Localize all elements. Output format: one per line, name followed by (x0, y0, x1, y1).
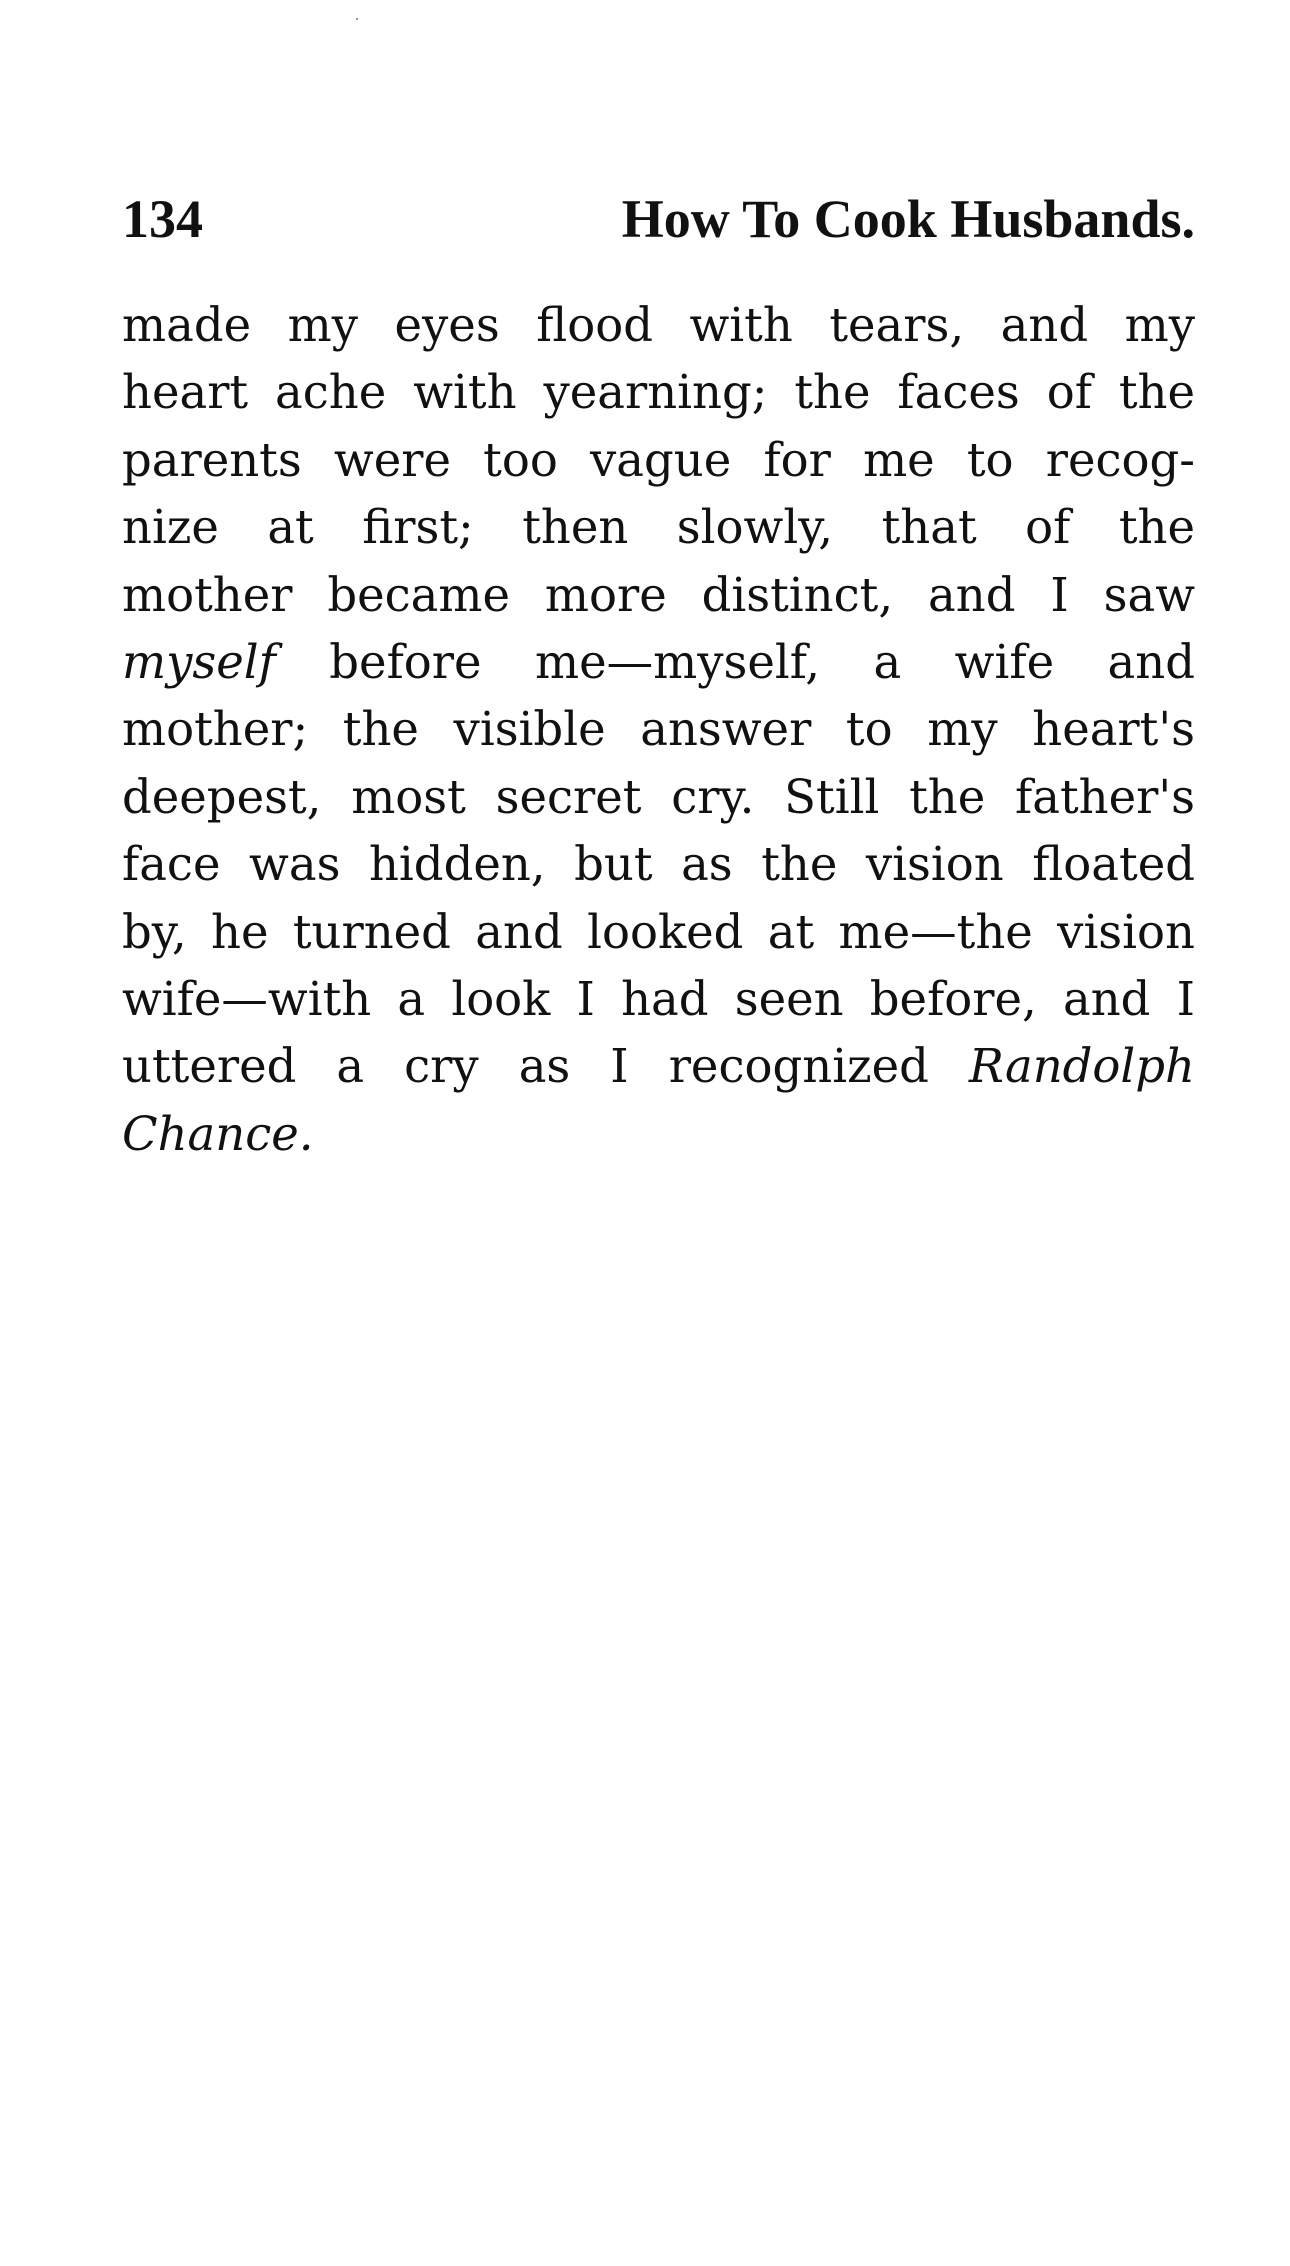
text-line (122, 966, 1195, 1033)
text-line (122, 831, 1195, 898)
italic-text: myself (122, 634, 276, 689)
body-paragraph (122, 292, 1195, 1168)
italic-text: Chance. (122, 1106, 314, 1161)
text-segment: parents were too vague for me to recog- (122, 432, 1195, 487)
text-line (122, 764, 1195, 831)
italic-text: Randolph (968, 1039, 1195, 1094)
text-segment: heart ache with yearning; the faces of the (122, 365, 1195, 420)
text-segment: deepest, most secret cry. Still the father's (122, 769, 1195, 824)
text-segment: mother; the visible answer to my heart's (122, 702, 1195, 757)
text-line (122, 1033, 1195, 1100)
text-line (122, 629, 1195, 696)
text-segment: by, he turned and looked at me—the vision (122, 904, 1195, 959)
text-line (122, 899, 1195, 966)
paper-speck (356, 18, 358, 20)
text-line (122, 494, 1195, 561)
text-segment: uttered a cry as I recognized (122, 1039, 969, 1094)
running-title: How To Cook Husbands. (621, 189, 1195, 249)
running-head (122, 184, 1195, 254)
text-segment: wife—with a look I had seen before, and I (122, 971, 1195, 1026)
text-line (122, 696, 1195, 763)
text-segment: face was hidden, but as the vision floated (122, 837, 1195, 892)
page-number: 134 (122, 189, 203, 249)
text-segment: nize at first; then slowly, that of the (122, 500, 1195, 555)
text-line (122, 427, 1195, 494)
text-segment: made my eyes flood with tears, and my (122, 298, 1195, 352)
text-line (122, 562, 1195, 629)
text-line (122, 1101, 1195, 1168)
text-line (122, 292, 1195, 359)
text-segment: mother became more distinct, and I saw (122, 567, 1195, 622)
text-line (122, 359, 1195, 426)
text-segment: before me—myself, a wife and (275, 634, 1195, 689)
